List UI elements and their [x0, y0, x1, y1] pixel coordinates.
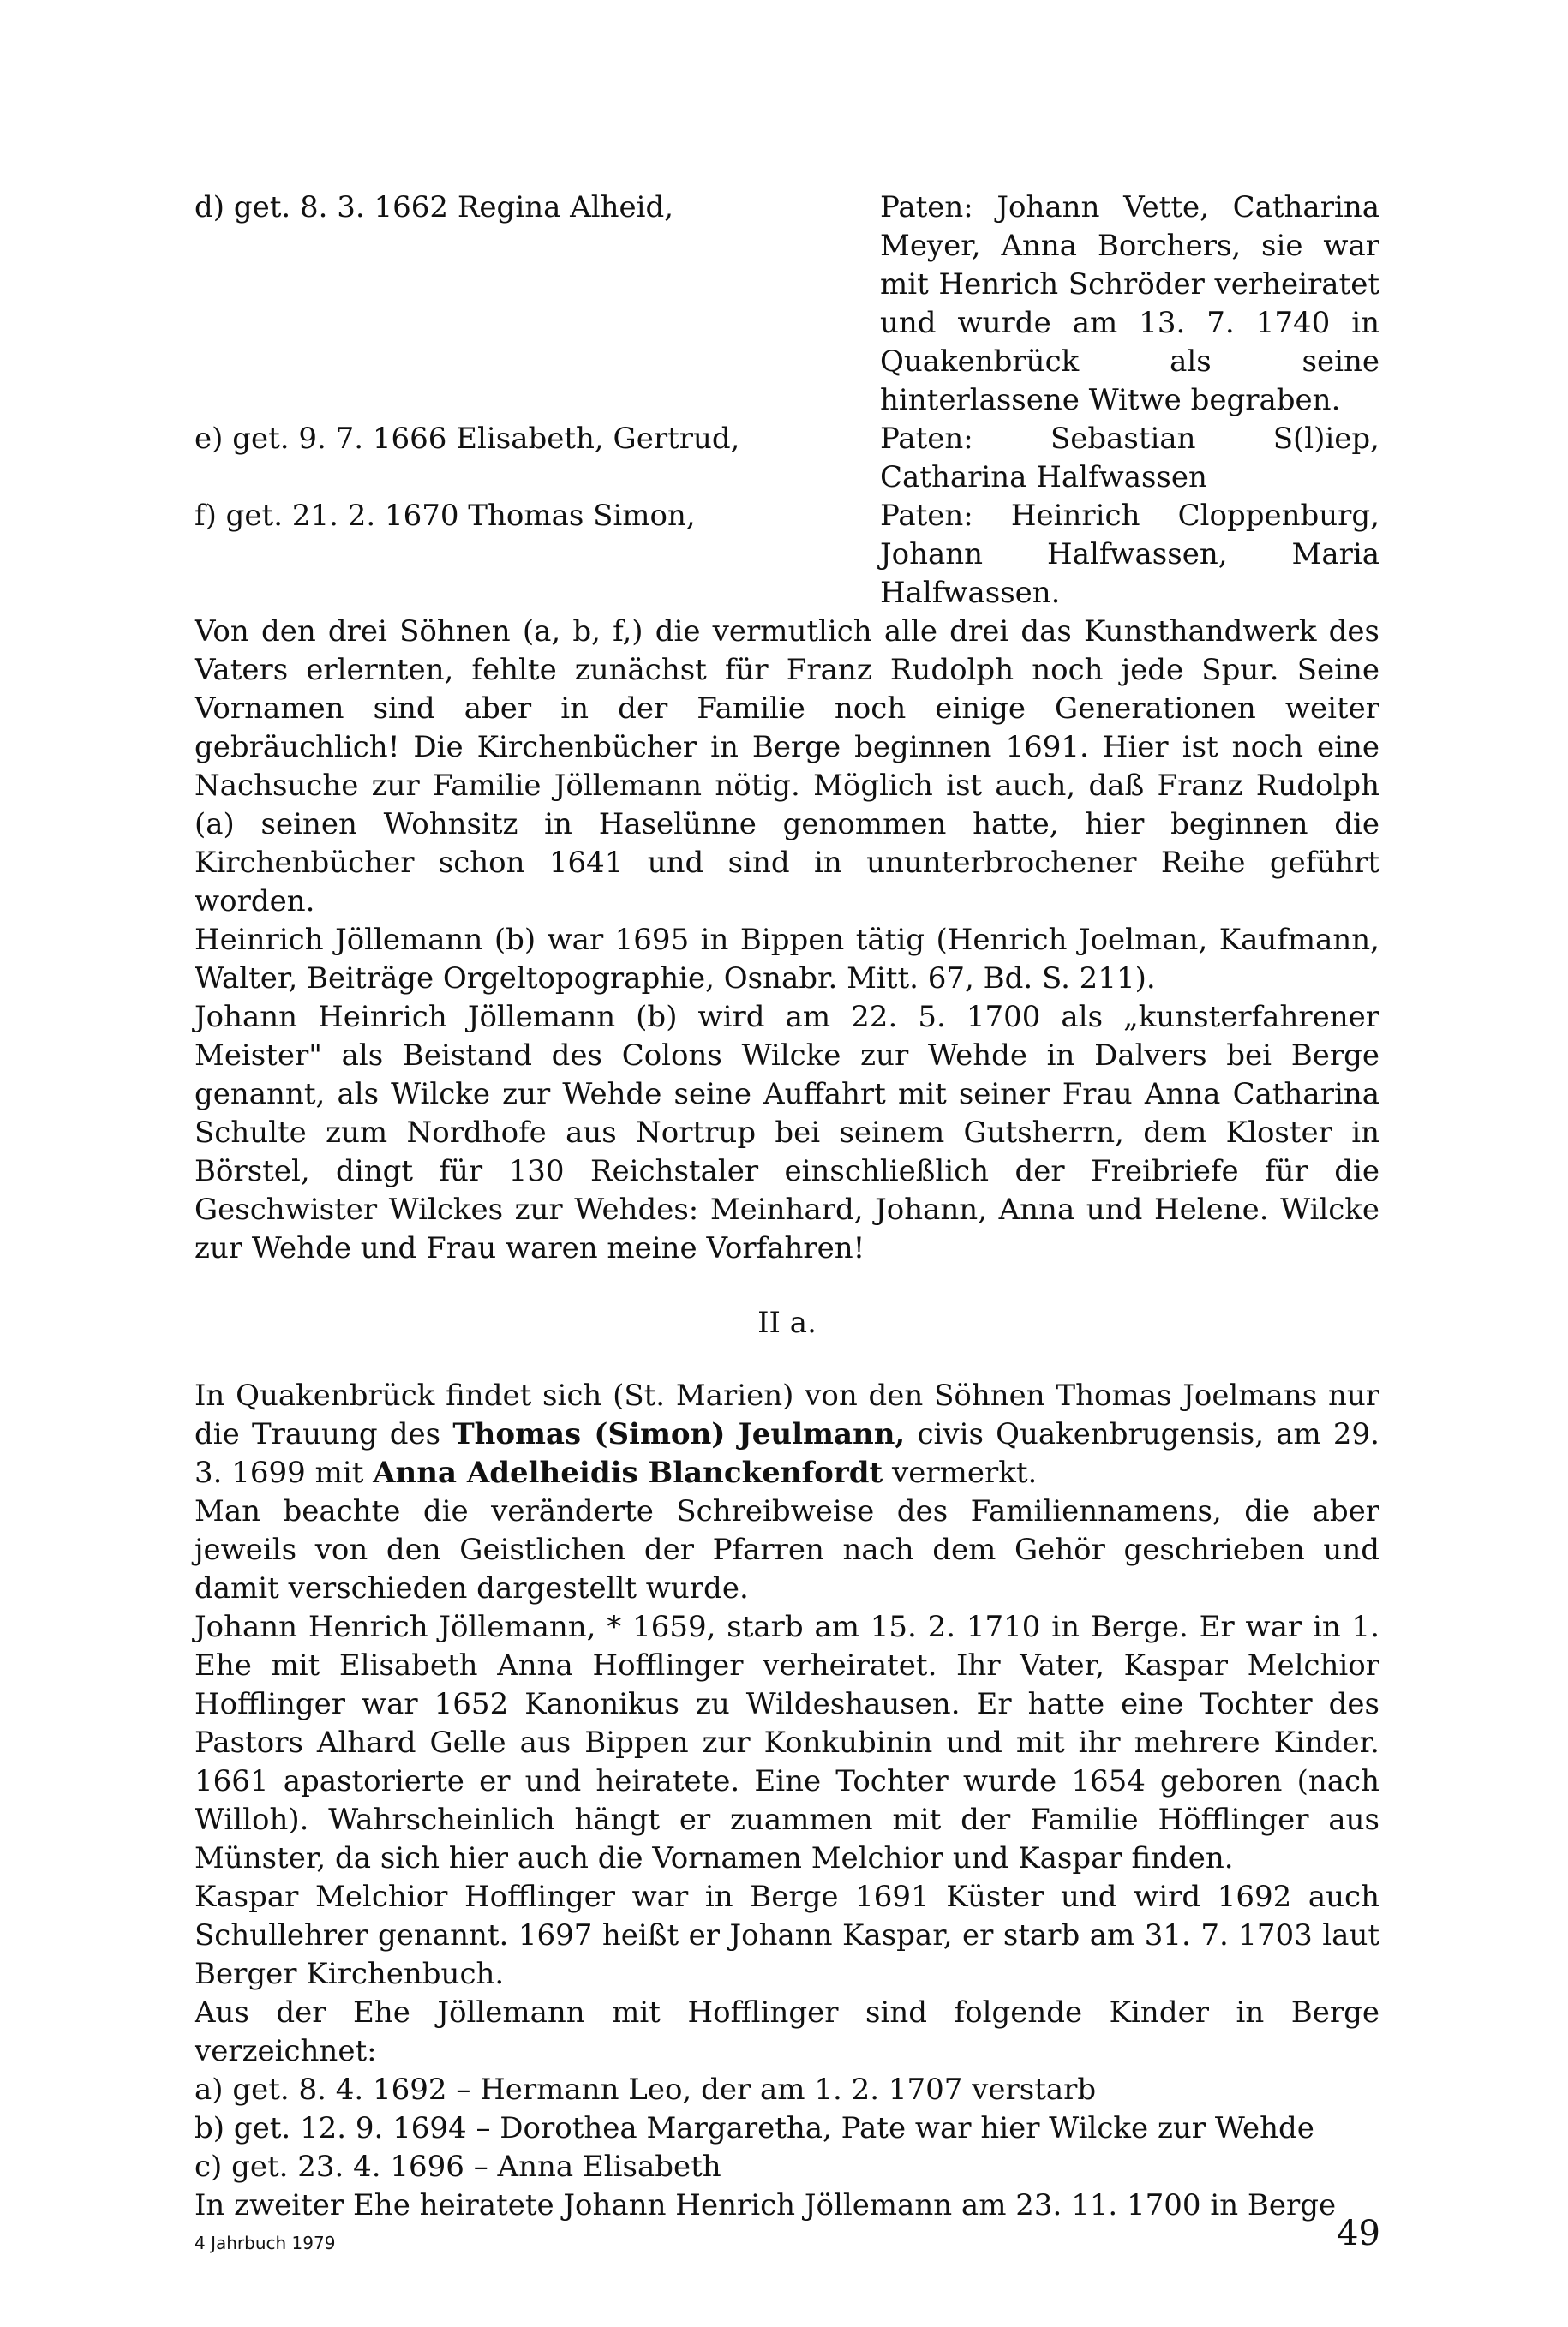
marriage-text-3: vermerkt.: [883, 1456, 1038, 1490]
paragraph-spelling: Man beachte die veränderte Schreibweise des Familiennamens, die aber jeweils von den Geistlichen der Pfarren nach dem Gehör geschrieben und damit verschieden dargestellt wurde.: [195, 1494, 1379, 1606]
entry-date-name: f) get. 21. 2. 1670 Thomas Simon,: [195, 499, 696, 533]
paragraph-second-marriage: In zweiter Ehe heiratete Johann Henrich Jöllemann am 23. 11. 1700 in Berge: [195, 2188, 1337, 2222]
paragraph-johann-henrich: Johann Henrich Jöllemann, * 1659, starb am 15. 2. 1710 in Berge. Er war in 1. Ehe mit Elisabeth Anna Hofflinger verheiratet. Ihr Vater, Kaspar Melchior Hofflinger war 1652 Kanonikus zu Wildeshausen. Er hatte eine Tochter des Pastors Alhard Gelle aus Bippen zur Konkubinin und mit ihr mehrere Kinder. 1661 apastorierte er und heiratete. Eine Tochter wurde 1654 geboren (nach Willoh). Wahrscheinlich hängt er zuammen mit der Familie Höfflinger aus Münster, da sich hier auch die Vornamen Melchior und Kaspar finden.: [195, 1610, 1379, 1875]
baptism-entry-e: [195, 420, 1379, 497]
footer-source: 4 Jahrbuch 1979: [195, 2233, 336, 2253]
entry-godparents: Paten: Sebastian S(l)iep, Catharina Halfwassen: [880, 422, 1379, 494]
marriage-text-2: civis Quakenbrugensis, am 29. 3. 1699 mit: [195, 1417, 1379, 1490]
baptism-entry-f: [195, 497, 1379, 613]
entry-godparents: Paten: Johann Vette, Catharina Meyer, Anna Borchers, sie war mit Henrich Schröder verheiratet und wurde am 13. 7. 1740 in Quakenbrück als seine hinterlassene Witwe begraben.: [880, 190, 1379, 417]
groom-name: Thomas (Simon) Jeulmann,: [452, 1417, 906, 1451]
main-text: [195, 188, 1379, 2225]
child-item-c: c) get. 23. 4. 1696 – Anna Elisabeth: [195, 2150, 721, 2184]
entry-date-name: e) get. 9. 7. 1666 Elisabeth, Gertrud,: [195, 422, 740, 456]
paragraph-johann-heinrich: Johann Heinrich Jöllemann (b) wird am 22. 5. 1700 als „kunsterfahrener Meister" als Beistand des Colons Wilcke zur Wehde in Dalvers bei Berge genannt, als Wilcke zur Wehde seine Auffahrt mit seiner Frau Anna Catharina Schulte zum Nordhofe aus Nortrup bei seinem Gutsherrn, dem Kloster in Börstel, dingt für 130 Reichstaler einschließlich der Freibriefe für die Geschwister Wilckes zur Wehdes: Meinhard, Johann, Anna und Helene. Wilcke zur Wehde und Frau waren meine Vorfahren!: [195, 1000, 1379, 1265]
paragraph-sons: Von den drei Söhnen (a, b, f,) die vermutlich alle drei das Kunsthandwerk des Vaters erlernten, fehlte zunächst für Franz Rudolph noch jede Spur. Seine Vornamen sind aber in der Familie noch einige Generationen weiter gebräuchlich! Die Kirchenbücher in Berge beginnen 1691. Hier ist noch eine Nachsuche zur Familie Jöllemann nötig. Möglich ist auch, daß Franz Rudolph (a) seinen Wohnsitz in Haselünne genommen hatte, hier beginnen die Kirchenbücher schon 1641 und sind in ununterbrochener Reihe geführt worden.: [195, 614, 1379, 918]
bride-name: Anna Adelheidis Blanckenfordt: [373, 1456, 883, 1490]
entry-godparents: Paten: Heinrich Cloppenburg, Johann Halfwassen, Maria Halfwassen.: [880, 499, 1379, 610]
entry-date-name: d) get. 8. 3. 1662 Regina Alheid,: [195, 190, 674, 224]
marriage-text-1: In Quakenbrück findet sich (St. Marien) von den Söhnen Thomas Joelmans nur die Trauung des: [195, 1379, 1379, 1451]
child-item-b: b) get. 12. 9. 1694 – Dorothea Margaretha, Pate war hier Wilcke zur Wehde: [195, 2111, 1314, 2145]
paragraph-kaspar: Kaspar Melchior Hofflinger war in Berge 1691 Küster und wird 1692 auch Schullehrer genannt. 1697 heißt er Johann Kaspar, er starb am 31. 7. 1703 laut Berger Kirchenbuch.: [195, 1880, 1379, 1991]
section-heading: II a.: [757, 1306, 817, 1340]
page-number: 49: [1337, 2214, 1380, 2253]
baptism-entry-d: [195, 188, 1379, 420]
paragraph-marriage: [195, 1377, 1379, 1493]
child-item-a: a) get. 8. 4. 1692 – Hermann Leo, der am 1. 2. 1707 verstarb: [195, 2073, 1097, 2107]
paragraph-children-intro: Aus der Ehe Jöllemann mit Hofflinger sind folgende Kinder in Berge verzeichnet:: [195, 1995, 1379, 2068]
paragraph-heinrich: Heinrich Jöllemann (b) war 1695 in Bippen tätig (Henrich Joelman, Kaufmann, Walter, Beiträge Orgeltopographie, Osnabr. Mitt. 67, Bd. S. 211).: [195, 923, 1379, 996]
